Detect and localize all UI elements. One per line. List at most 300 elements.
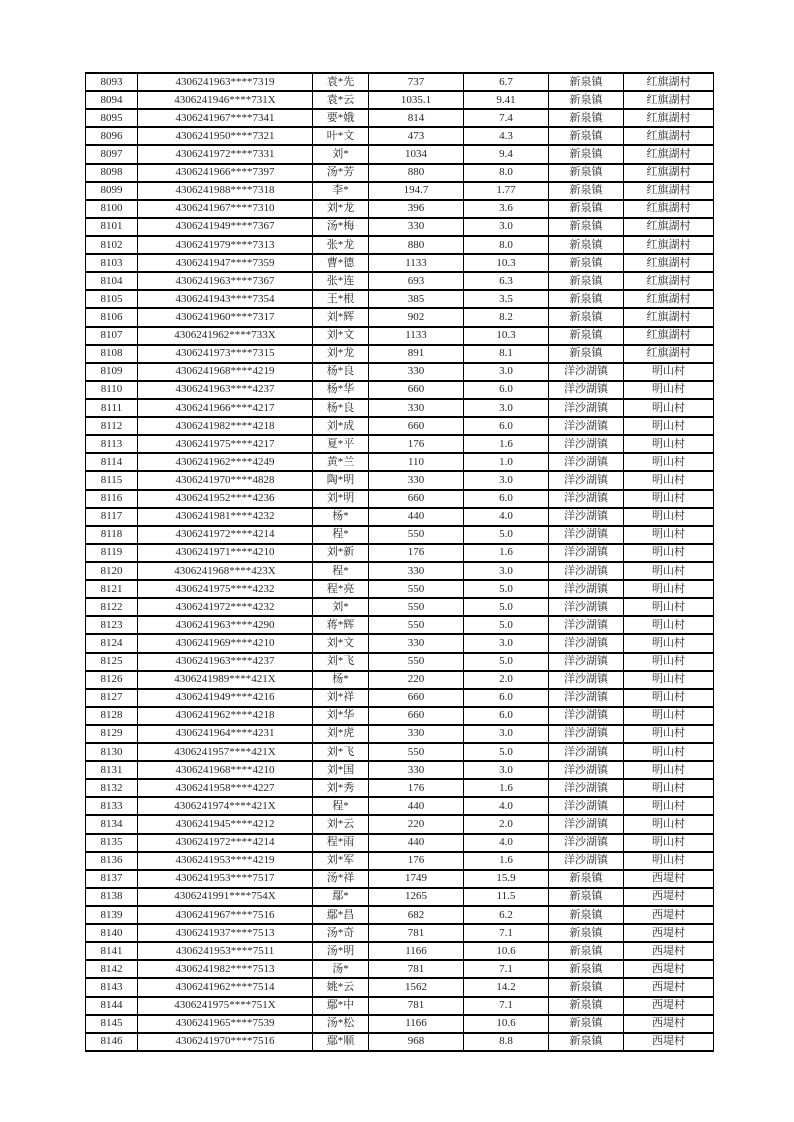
cell-village: 明山村 [624,852,714,870]
table-row [86,1015,714,1033]
cell-serial-number: 8136 [86,852,138,870]
cell-secondary-amount: 6.3 [464,272,549,290]
cell-serial-number: 8120 [86,562,138,580]
cell-masked-id: 4306241981****4232 [138,508,313,526]
cell-serial-number: 8143 [86,978,138,996]
cell-masked-name: 曹*德 [313,254,369,272]
cell-village: 明山村 [624,471,714,489]
cell-amount: 220 [369,671,464,689]
cell-town: 新泉镇 [549,182,624,200]
cell-village: 明山村 [624,508,714,526]
table-row [86,906,714,924]
cell-village: 明山村 [624,671,714,689]
cell-village: 明山村 [624,616,714,634]
cell-serial-number: 8128 [86,707,138,725]
cell-secondary-amount: 4.0 [464,508,549,526]
cell-masked-id: 4306241971****4210 [138,544,313,562]
table-row [86,942,714,960]
cell-secondary-amount: 9.4 [464,145,549,163]
cell-village: 明山村 [624,797,714,815]
cell-town: 洋沙湖镇 [549,508,624,526]
cell-town: 新泉镇 [549,924,624,942]
cell-town: 洋沙湖镇 [549,743,624,761]
cell-serial-number: 8110 [86,381,138,399]
cell-secondary-amount: 1.0 [464,453,549,471]
cell-amount: 1562 [369,978,464,996]
cell-masked-id: 4306241957****421X [138,743,313,761]
cell-town: 洋沙湖镇 [549,562,624,580]
cell-amount: 330 [369,471,464,489]
table-row [86,164,714,182]
cell-serial-number: 8107 [86,327,138,345]
table-row [86,580,714,598]
cell-serial-number: 8131 [86,761,138,779]
cell-town: 洋沙湖镇 [549,707,624,725]
cell-masked-id: 4306241963****7367 [138,272,313,290]
cell-secondary-amount: 8.2 [464,308,549,326]
cell-amount: 880 [369,164,464,182]
table-row [86,888,714,906]
table-row [86,363,714,381]
cell-amount: 330 [369,634,464,652]
cell-amount: 682 [369,906,464,924]
cell-town: 新泉镇 [549,960,624,978]
cell-village: 红旗湖村 [624,145,714,163]
cell-village: 明山村 [624,381,714,399]
cell-town: 洋沙湖镇 [549,417,624,435]
cell-village: 红旗湖村 [624,164,714,182]
cell-town: 新泉镇 [549,1033,624,1051]
cell-secondary-amount: 3.0 [464,634,549,652]
cell-amount: 550 [369,580,464,598]
cell-secondary-amount: 11.5 [464,888,549,906]
cell-masked-id: 4306241962****7514 [138,978,313,996]
cell-village: 红旗湖村 [624,236,714,254]
table-row [86,707,714,725]
cell-masked-name: 杨*良 [313,399,369,417]
cell-masked-id: 4306241982****4218 [138,417,313,435]
cell-village: 红旗湖村 [624,200,714,218]
cell-masked-name: 刘* [313,598,369,616]
cell-amount: 440 [369,508,464,526]
cell-secondary-amount: 5.0 [464,580,549,598]
cell-amount: 781 [369,960,464,978]
cell-secondary-amount: 14.2 [464,978,549,996]
cell-masked-id: 4306241966****7397 [138,164,313,182]
cell-town: 洋沙湖镇 [549,435,624,453]
cell-village: 西堤村 [624,1015,714,1033]
cell-secondary-amount: 3.0 [464,562,549,580]
cell-amount: 891 [369,345,464,363]
cell-secondary-amount: 3.6 [464,200,549,218]
cell-masked-id: 4306241969****4210 [138,634,313,652]
cell-amount: 1166 [369,942,464,960]
table-body [86,73,714,1051]
cell-serial-number: 8133 [86,797,138,815]
cell-amount: 660 [369,417,464,435]
cell-village: 西堤村 [624,978,714,996]
cell-town: 新泉镇 [549,1015,624,1033]
cell-village: 明山村 [624,779,714,797]
cell-amount: 194.7 [369,182,464,200]
cell-serial-number: 8102 [86,236,138,254]
cell-amount: 902 [369,308,464,326]
cell-masked-name: 鄢*昌 [313,906,369,924]
cell-village: 明山村 [624,580,714,598]
cell-town: 洋沙湖镇 [549,363,624,381]
cell-serial-number: 8109 [86,363,138,381]
cell-secondary-amount: 4.0 [464,797,549,815]
cell-village: 红旗湖村 [624,73,714,91]
cell-amount: 814 [369,109,464,127]
cell-masked-id: 4306241963****4290 [138,616,313,634]
cell-town: 新泉镇 [549,308,624,326]
cell-masked-id: 4306241966****4217 [138,399,313,417]
cell-masked-id: 4306241958****4227 [138,779,313,797]
cell-town: 洋沙湖镇 [549,725,624,743]
cell-masked-id: 4306241963****4237 [138,381,313,399]
cell-village: 明山村 [624,761,714,779]
cell-serial-number: 8113 [86,435,138,453]
cell-secondary-amount: 10.3 [464,254,549,272]
cell-town: 新泉镇 [549,978,624,996]
cell-masked-name: 刘*祥 [313,689,369,707]
cell-masked-id: 4306241967****7516 [138,906,313,924]
cell-serial-number: 8127 [86,689,138,707]
table-row [86,218,714,236]
table-row [86,327,714,345]
cell-masked-name: 刘*文 [313,327,369,345]
cell-secondary-amount: 15.9 [464,870,549,888]
cell-masked-id: 4306241949****7367 [138,218,313,236]
cell-amount: 176 [369,544,464,562]
cell-amount: 781 [369,997,464,1015]
cell-amount: 550 [369,526,464,544]
cell-serial-number: 8132 [86,779,138,797]
cell-town: 新泉镇 [549,870,624,888]
cell-village: 明山村 [624,634,714,652]
cell-masked-name: 刘*军 [313,852,369,870]
cell-masked-id: 4306241970****4828 [138,471,313,489]
cell-masked-id: 4306241989****421X [138,671,313,689]
cell-masked-name: 王*根 [313,290,369,308]
cell-serial-number: 8099 [86,182,138,200]
table-row [86,997,714,1015]
cell-serial-number: 8093 [86,73,138,91]
cell-masked-id: 4306241953****7511 [138,942,313,960]
cell-masked-name: 蒋*辉 [313,616,369,634]
cell-amount: 385 [369,290,464,308]
cell-serial-number: 8111 [86,399,138,417]
table-row [86,399,714,417]
cell-village: 西堤村 [624,960,714,978]
table-row [86,797,714,815]
cell-masked-name: 汤*明 [313,942,369,960]
cell-town: 洋沙湖镇 [549,634,624,652]
cell-amount: 693 [369,272,464,290]
cell-town: 洋沙湖镇 [549,761,624,779]
cell-secondary-amount: 4.3 [464,127,549,145]
cell-serial-number: 8135 [86,834,138,852]
cell-masked-id: 4306241970****7516 [138,1033,313,1051]
table-row [86,145,714,163]
cell-village: 西堤村 [624,942,714,960]
cell-masked-id: 4306241967****7310 [138,200,313,218]
cell-secondary-amount: 8.8 [464,1033,549,1051]
cell-village: 西堤村 [624,888,714,906]
cell-masked-id: 4306241972****4232 [138,598,313,616]
cell-masked-id: 4306241950****7321 [138,127,313,145]
cell-secondary-amount: 3.0 [464,399,549,417]
cell-secondary-amount: 3.0 [464,725,549,743]
cell-secondary-amount: 5.0 [464,743,549,761]
cell-serial-number: 8094 [86,91,138,109]
cell-serial-number: 8123 [86,616,138,634]
cell-masked-id: 4306241962****4249 [138,453,313,471]
cell-masked-name: 刘*新 [313,544,369,562]
cell-secondary-amount: 3.0 [464,363,549,381]
cell-town: 新泉镇 [549,290,624,308]
cell-town: 新泉镇 [549,254,624,272]
cell-amount: 1749 [369,870,464,888]
table-row [86,671,714,689]
cell-masked-id: 4306241949****4216 [138,689,313,707]
cell-town: 洋沙湖镇 [549,544,624,562]
cell-masked-name: 刘*成 [313,417,369,435]
cell-masked-id: 4306241968****4219 [138,363,313,381]
cell-amount: 330 [369,218,464,236]
cell-masked-id: 4306241975****751X [138,997,313,1015]
cell-town: 洋沙湖镇 [549,815,624,833]
table-row [86,236,714,254]
cell-amount: 220 [369,815,464,833]
cell-secondary-amount: 2.0 [464,815,549,833]
cell-village: 红旗湖村 [624,327,714,345]
cell-secondary-amount: 1.6 [464,544,549,562]
cell-serial-number: 8097 [86,145,138,163]
cell-secondary-amount: 7.1 [464,997,549,1015]
cell-masked-id: 4306241975****4217 [138,435,313,453]
table-row [86,290,714,308]
cell-masked-id: 4306241937****7513 [138,924,313,942]
cell-secondary-amount: 10.3 [464,327,549,345]
cell-amount: 550 [369,616,464,634]
cell-masked-name: 鄢*中 [313,997,369,1015]
cell-masked-name: 刘*辉 [313,308,369,326]
cell-serial-number: 8129 [86,725,138,743]
cell-village: 西堤村 [624,870,714,888]
cell-serial-number: 8121 [86,580,138,598]
cell-masked-name: 张*龙 [313,236,369,254]
cell-secondary-amount: 6.2 [464,906,549,924]
cell-town: 洋沙湖镇 [549,779,624,797]
cell-masked-id: 4306241962****4218 [138,707,313,725]
cell-serial-number: 8116 [86,490,138,508]
cell-masked-name: 刘*飞 [313,743,369,761]
cell-amount: 330 [369,399,464,417]
cell-secondary-amount: 7.4 [464,109,549,127]
table-row [86,471,714,489]
cell-masked-name: 汤*祥 [313,870,369,888]
cell-secondary-amount: 3.0 [464,471,549,489]
cell-town: 洋沙湖镇 [549,471,624,489]
table-row [86,834,714,852]
table-row [86,761,714,779]
cell-masked-id: 4306241991****754X [138,888,313,906]
table-row [86,308,714,326]
cell-town: 洋沙湖镇 [549,526,624,544]
cell-town: 新泉镇 [549,127,624,145]
cell-serial-number: 8098 [86,164,138,182]
cell-village: 明山村 [624,526,714,544]
cell-masked-id: 4306241953****4219 [138,852,313,870]
cell-amount: 330 [369,562,464,580]
cell-masked-name: 刘*龙 [313,345,369,363]
cell-secondary-amount: 6.0 [464,689,549,707]
cell-town: 新泉镇 [549,272,624,290]
cell-masked-id: 4306241973****7315 [138,345,313,363]
cell-masked-name: 叶*文 [313,127,369,145]
cell-masked-id: 4306241967****7341 [138,109,313,127]
cell-masked-id: 4306241965****7539 [138,1015,313,1033]
cell-masked-name: 刘*文 [313,634,369,652]
cell-town: 洋沙湖镇 [549,490,624,508]
cell-amount: 176 [369,852,464,870]
cell-village: 西堤村 [624,997,714,1015]
cell-serial-number: 8130 [86,743,138,761]
cell-town: 洋沙湖镇 [549,834,624,852]
cell-amount: 550 [369,598,464,616]
cell-serial-number: 8126 [86,671,138,689]
cell-village: 明山村 [624,453,714,471]
cell-masked-name: 袁*云 [313,91,369,109]
cell-serial-number: 8134 [86,815,138,833]
cell-secondary-amount: 8.1 [464,345,549,363]
cell-village: 西堤村 [624,906,714,924]
cell-serial-number: 8122 [86,598,138,616]
cell-serial-number: 8112 [86,417,138,435]
cell-village: 红旗湖村 [624,218,714,236]
cell-town: 新泉镇 [549,109,624,127]
cell-serial-number: 8142 [86,960,138,978]
cell-village: 明山村 [624,435,714,453]
table-row [86,127,714,145]
cell-village: 明山村 [624,363,714,381]
cell-masked-id: 4306241972****7331 [138,145,313,163]
cell-secondary-amount: 5.0 [464,653,549,671]
cell-village: 明山村 [624,562,714,580]
table-row [86,453,714,471]
cell-masked-name: 鄢* [313,888,369,906]
cell-masked-id: 4306241964****4231 [138,725,313,743]
cell-town: 洋沙湖镇 [549,598,624,616]
table-row [86,689,714,707]
cell-secondary-amount: 6.0 [464,381,549,399]
cell-amount: 1133 [369,327,464,345]
cell-masked-name: 刘*明 [313,490,369,508]
cell-secondary-amount: 1.6 [464,435,549,453]
cell-amount: 396 [369,200,464,218]
table-row [86,254,714,272]
cell-village: 明山村 [624,544,714,562]
table-row [86,381,714,399]
table-row [86,870,714,888]
cell-masked-name: 刘*国 [313,761,369,779]
cell-town: 新泉镇 [549,236,624,254]
cell-town: 洋沙湖镇 [549,671,624,689]
cell-masked-name: 程*雨 [313,834,369,852]
table-row [86,852,714,870]
cell-amount: 660 [369,381,464,399]
cell-amount: 1035.1 [369,91,464,109]
table-row [86,417,714,435]
cell-masked-name: 杨*良 [313,363,369,381]
cell-village: 明山村 [624,598,714,616]
cell-village: 红旗湖村 [624,345,714,363]
table-row [86,73,714,91]
cell-serial-number: 8140 [86,924,138,942]
table-row [86,526,714,544]
cell-masked-id: 4306241963****7319 [138,73,313,91]
cell-village: 明山村 [624,689,714,707]
cell-village: 红旗湖村 [624,91,714,109]
cell-secondary-amount: 6.0 [464,707,549,725]
cell-amount: 440 [369,834,464,852]
cell-town: 洋沙湖镇 [549,580,624,598]
cell-secondary-amount: 10.6 [464,942,549,960]
cell-masked-name: 鄢*顺 [313,1033,369,1051]
cell-masked-name: 刘*飞 [313,653,369,671]
table-row [86,508,714,526]
cell-village: 明山村 [624,725,714,743]
cell-masked-id: 4306241953****7517 [138,870,313,888]
cell-masked-id: 4306241962****733X [138,327,313,345]
cell-masked-id: 4306241972****4214 [138,834,313,852]
cell-serial-number: 8108 [86,345,138,363]
cell-masked-name: 汤*芳 [313,164,369,182]
cell-town: 新泉镇 [549,327,624,345]
table-row [86,634,714,652]
cell-town: 新泉镇 [549,164,624,182]
cell-village: 红旗湖村 [624,127,714,145]
table-row [86,345,714,363]
table-row [86,200,714,218]
cell-secondary-amount: 5.0 [464,616,549,634]
cell-amount: 737 [369,73,464,91]
cell-village: 西堤村 [624,924,714,942]
cell-serial-number: 8137 [86,870,138,888]
cell-secondary-amount: 9.41 [464,91,549,109]
cell-amount: 1166 [369,1015,464,1033]
cell-serial-number: 8115 [86,471,138,489]
cell-amount: 473 [369,127,464,145]
cell-serial-number: 8096 [86,127,138,145]
cell-masked-id: 4306241960****7317 [138,308,313,326]
cell-secondary-amount: 4.0 [464,834,549,852]
cell-town: 新泉镇 [549,218,624,236]
cell-secondary-amount: 6.0 [464,417,549,435]
cell-town: 新泉镇 [549,145,624,163]
cell-town: 洋沙湖镇 [549,689,624,707]
cell-masked-id: 4306241946****731X [138,91,313,109]
cell-masked-name: 程*亮 [313,580,369,598]
cell-masked-name: 刘*龙 [313,200,369,218]
cell-masked-name: 汤* [313,960,369,978]
cell-masked-id: 4306241947****7359 [138,254,313,272]
cell-town: 新泉镇 [549,91,624,109]
cell-masked-id: 4306241979****7313 [138,236,313,254]
cell-masked-name: 夏*平 [313,435,369,453]
